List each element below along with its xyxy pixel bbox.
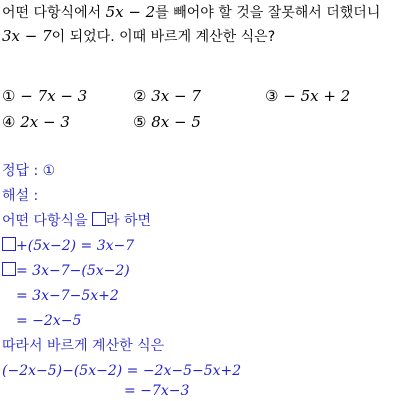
- unknown-box-icon: [92, 212, 106, 226]
- step-2: [2, 261, 130, 281]
- question-text: 이 되었다. 이때 바르게 계산한 식은?: [51, 29, 276, 45]
- step-text: = 3x−7−(5x−2): [16, 263, 130, 279]
- choice-number: ⑤: [133, 113, 147, 131]
- choice-5[interactable]: [133, 112, 201, 132]
- choice-text: 8x − 5: [151, 113, 201, 131]
- question-line-1: [2, 2, 380, 23]
- choice-2[interactable]: [133, 86, 201, 106]
- answer-label: 정답 :: [2, 163, 43, 179]
- intro-text: 어떤 다항식을: [2, 213, 93, 229]
- step-4: = −2x−5: [16, 313, 82, 329]
- question-line-2: [2, 26, 275, 47]
- question-math: 5x − 2: [105, 3, 156, 21]
- choice-1[interactable]: [2, 86, 87, 106]
- answer-value: ①: [42, 163, 56, 179]
- choice-text: 2x − 3: [20, 113, 70, 131]
- answer-line: [2, 161, 55, 181]
- choice-4[interactable]: [2, 112, 70, 132]
- choice-number: ②: [133, 87, 147, 105]
- question-text: 를 빼어야 할 것을 잘못해서 더했더니: [155, 5, 381, 21]
- step-text: +(5x−2) = 3x−7: [16, 238, 135, 254]
- final-2: = −7x−3: [124, 383, 190, 399]
- final-1: (−2x−5)−(5x−2) = −2x−5−5x+2: [2, 363, 242, 379]
- unknown-box-icon: [2, 262, 16, 276]
- choice-text: 3x − 7: [151, 87, 201, 105]
- explanation-label: 해설 :: [2, 188, 39, 204]
- choice-number: ①: [2, 87, 16, 105]
- intro-text: 라 하면: [106, 213, 152, 229]
- step-3: = 3x−7−5x+2: [16, 288, 119, 304]
- choice-number: ④: [2, 113, 16, 131]
- explanation-intro: [2, 211, 151, 231]
- choice-number: ③: [265, 87, 279, 105]
- question-text: 어떤 다항식에서: [2, 5, 106, 21]
- choice-text: − 5x + 2: [283, 87, 351, 105]
- unknown-box-icon: [2, 237, 16, 251]
- step-1: [2, 236, 134, 256]
- question-math: 3x − 7: [2, 27, 52, 45]
- conclusion-text: 따라서 바르게 계산한 식은: [2, 338, 165, 354]
- choice-text: − 7x − 3: [20, 87, 88, 105]
- choice-3[interactable]: [265, 86, 350, 106]
